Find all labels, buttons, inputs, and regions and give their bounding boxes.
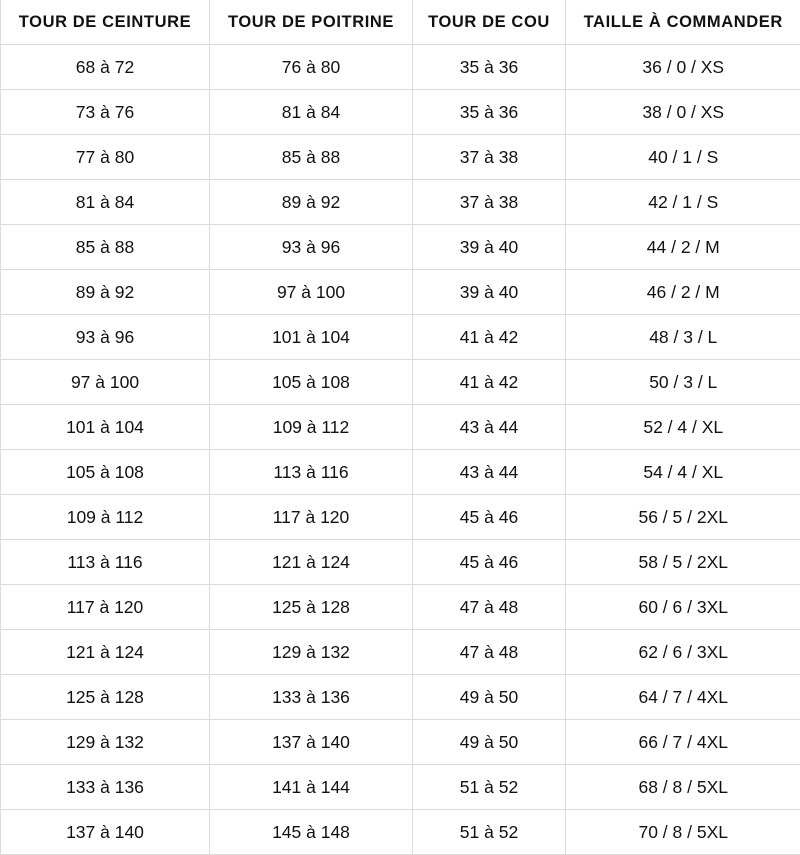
cell-neck: 51 à 52 — [413, 765, 566, 810]
cell-neck: 39 à 40 — [413, 225, 566, 270]
cell-size: 68 / 8 / 5XL — [566, 765, 800, 810]
table-row — [1, 360, 800, 405]
table-row — [1, 405, 800, 450]
cell-waist: 93 à 96 — [1, 315, 210, 360]
cell-size: 58 / 5 / 2XL — [566, 540, 800, 585]
cell-waist: 133 à 136 — [1, 765, 210, 810]
cell-neck: 49 à 50 — [413, 720, 566, 765]
cell-neck: 49 à 50 — [413, 675, 566, 720]
table-row — [1, 675, 800, 720]
cell-neck: 35 à 36 — [413, 45, 566, 90]
cell-neck: 41 à 42 — [413, 315, 566, 360]
header-waist: TOUR DE CEINTURE — [1, 0, 210, 45]
cell-chest: 137 à 140 — [210, 720, 413, 765]
cell-waist: 68 à 72 — [1, 45, 210, 90]
cell-neck: 45 à 46 — [413, 495, 566, 540]
cell-waist: 101 à 104 — [1, 405, 210, 450]
cell-chest: 125 à 128 — [210, 585, 413, 630]
header-neck: TOUR DE COU — [413, 0, 566, 45]
cell-chest: 121 à 124 — [210, 540, 413, 585]
cell-size: 48 / 3 / L — [566, 315, 800, 360]
table-row — [1, 450, 800, 495]
header-size-to-order: TAILLE À COMMANDER — [566, 0, 800, 45]
header-chest: TOUR DE POITRINE — [210, 0, 413, 45]
table-row — [1, 90, 800, 135]
table-row — [1, 180, 800, 225]
cell-neck: 43 à 44 — [413, 405, 566, 450]
cell-waist: 137 à 140 — [1, 810, 210, 855]
cell-neck: 37 à 38 — [413, 135, 566, 180]
cell-waist: 73 à 76 — [1, 90, 210, 135]
cell-neck: 45 à 46 — [413, 540, 566, 585]
cell-chest: 145 à 148 — [210, 810, 413, 855]
cell-chest: 113 à 116 — [210, 450, 413, 495]
cell-chest: 81 à 84 — [210, 90, 413, 135]
table-row — [1, 45, 800, 90]
cell-neck: 51 à 52 — [413, 810, 566, 855]
cell-size: 56 / 5 / 2XL — [566, 495, 800, 540]
cell-waist: 81 à 84 — [1, 180, 210, 225]
cell-neck: 35 à 36 — [413, 90, 566, 135]
cell-neck: 39 à 40 — [413, 270, 566, 315]
cell-waist: 117 à 120 — [1, 585, 210, 630]
cell-chest: 117 à 120 — [210, 495, 413, 540]
table-row — [1, 765, 800, 810]
table-row — [1, 540, 800, 585]
cell-size: 44 / 2 / M — [566, 225, 800, 270]
table-header — [1, 0, 800, 45]
cell-neck: 37 à 38 — [413, 180, 566, 225]
cell-neck: 47 à 48 — [413, 585, 566, 630]
cell-size: 42 / 1 / S — [566, 180, 800, 225]
cell-chest: 76 à 80 — [210, 45, 413, 90]
cell-waist: 109 à 112 — [1, 495, 210, 540]
cell-waist: 129 à 132 — [1, 720, 210, 765]
cell-size: 40 / 1 / S — [566, 135, 800, 180]
cell-size: 70 / 8 / 5XL — [566, 810, 800, 855]
cell-chest: 97 à 100 — [210, 270, 413, 315]
cell-size: 50 / 3 / L — [566, 360, 800, 405]
cell-waist: 121 à 124 — [1, 630, 210, 675]
table-row — [1, 315, 800, 360]
cell-chest: 109 à 112 — [210, 405, 413, 450]
cell-chest: 133 à 136 — [210, 675, 413, 720]
cell-size: 66 / 7 / 4XL — [566, 720, 800, 765]
cell-size: 60 / 6 / 3XL — [566, 585, 800, 630]
cell-chest: 105 à 108 — [210, 360, 413, 405]
cell-size: 64 / 7 / 4XL — [566, 675, 800, 720]
cell-waist: 125 à 128 — [1, 675, 210, 720]
cell-waist: 105 à 108 — [1, 450, 210, 495]
table-row — [1, 135, 800, 180]
cell-size: 62 / 6 / 3XL — [566, 630, 800, 675]
table-row — [1, 630, 800, 675]
cell-size: 46 / 2 / M — [566, 270, 800, 315]
table-row — [1, 225, 800, 270]
table-body — [1, 45, 800, 855]
cell-waist: 77 à 80 — [1, 135, 210, 180]
cell-neck: 47 à 48 — [413, 630, 566, 675]
cell-chest: 93 à 96 — [210, 225, 413, 270]
cell-size: 38 / 0 / XS — [566, 90, 800, 135]
cell-size: 36 / 0 / XS — [566, 45, 800, 90]
header-row — [1, 0, 800, 45]
table-row — [1, 810, 800, 855]
cell-neck: 43 à 44 — [413, 450, 566, 495]
cell-chest: 101 à 104 — [210, 315, 413, 360]
table-row — [1, 720, 800, 765]
table-row — [1, 495, 800, 540]
cell-chest: 89 à 92 — [210, 180, 413, 225]
cell-size: 54 / 4 / XL — [566, 450, 800, 495]
cell-chest: 129 à 132 — [210, 630, 413, 675]
cell-chest: 85 à 88 — [210, 135, 413, 180]
cell-waist: 113 à 116 — [1, 540, 210, 585]
table-row — [1, 585, 800, 630]
cell-chest: 141 à 144 — [210, 765, 413, 810]
cell-waist: 97 à 100 — [1, 360, 210, 405]
cell-waist: 85 à 88 — [1, 225, 210, 270]
cell-neck: 41 à 42 — [413, 360, 566, 405]
cell-waist: 89 à 92 — [1, 270, 210, 315]
table-row — [1, 270, 800, 315]
cell-size: 52 / 4 / XL — [566, 405, 800, 450]
